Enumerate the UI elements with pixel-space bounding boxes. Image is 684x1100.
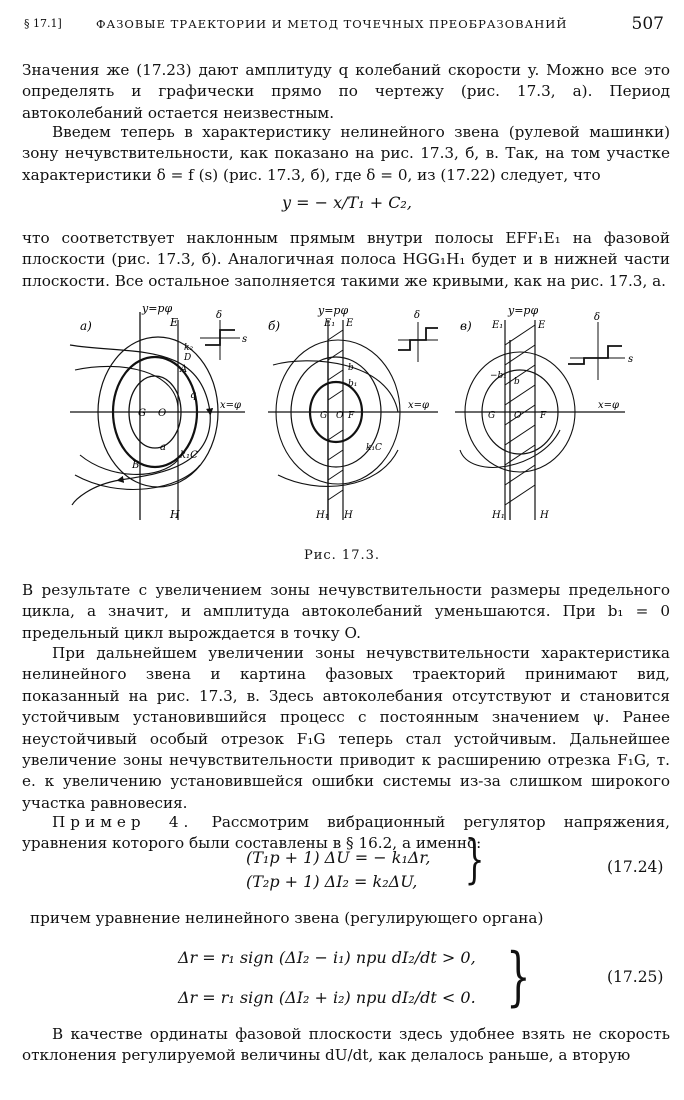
svg-text:s: s: [628, 354, 634, 365]
section-ref: § 17.1]: [24, 17, 62, 30]
chapter-title: ФАЗОВЫЕ ТРАЕКТОРИИ И МЕТОД ТОЧЕЧНЫХ ПРЕОБРАЗОВАНИЙ: [96, 17, 568, 31]
panel-c: [455, 304, 633, 521]
svg-text:B: B: [132, 460, 140, 471]
svg-text:δ: δ: [594, 312, 601, 323]
svg-text:E₁: E₁: [492, 320, 504, 331]
paragraph-7: причем уравнение нелинейного звена (регулирующего органа): [30, 909, 544, 927]
svg-text:G: G: [138, 408, 146, 419]
svg-text:b: b: [348, 363, 354, 373]
panel-a-label: а): [80, 319, 92, 333]
paragraph-5: При дальнейшем увеличении зоны нечувствительности характеристика нелинейного звена и картина фазовых траекторий принимают вид, показанный на рис. 17.3, в. Здесь автоколебания отсутствуют и становится устойчивым установившийся процесс с постоянным значением ψ. Ранее неустойчивый особый отрезок F₁G теперь стал устойчивым. Дальнейшее увеличение зоны нечувствительности приводит к расширению отрезка F₁G, т. е. к увеличению установившейся ошибки системы из-за слишком широкого участка равновесия.: [22, 644, 670, 812]
svg-text:A: A: [180, 364, 188, 375]
svg-text:y=pφ: y=pφ: [508, 304, 539, 317]
svg-text:δ: δ: [216, 310, 223, 321]
equation-number-17-25: (17.25): [607, 968, 664, 986]
svg-text:x=φ: x=φ: [408, 400, 430, 411]
svg-text:E: E: [170, 316, 179, 329]
running-header: [24, 14, 664, 36]
equation-number-17-24: (17.24): [607, 858, 664, 876]
example-label: Пример 4.: [52, 813, 194, 831]
panel-c-label: в): [460, 319, 472, 333]
svg-text:b: b: [514, 377, 520, 387]
svg-text:δ: δ: [414, 310, 421, 321]
svg-text:y=pφ: y=pφ: [318, 304, 349, 317]
svg-text:H₁: H₁: [316, 510, 329, 521]
svg-text:E: E: [538, 320, 546, 331]
paragraph-3: что соответствует наклонным прямым внутри полосы EFF₁E₁ на фазовой плоскости (рис. 17.3, б). Аналогичная полоса HGG₁H₁ будет и в нижней части плоскости. Все остальное заполняется такими же кривыми, как на рис. 17.3, а.: [22, 229, 670, 290]
svg-text:−b₁: −b₁: [490, 371, 507, 381]
paragraph-1: Значения же (17.23) дают амплитуду q колебаний скорости y. Можно все это определять и графически прямо по чертежу (рис. 17.3, а). Период автоколебаний остается неизвестным.: [22, 61, 670, 122]
svg-text:E₁: E₁: [324, 318, 336, 329]
svg-text:k₂: k₂: [184, 343, 194, 353]
svg-text:H: H: [540, 510, 549, 521]
equation-17-24-a: (T₁p + 1) ΔU = − k₁Δr,: [246, 848, 431, 867]
paragraph-4: В результате с увеличением зоны нечувствительности размеры предельного цикла, а значит, и амплитуда автоколебаний уменьшаются. При b₁ = 0 предельный цикл вырождается в точку O.: [22, 581, 670, 642]
svg-text:H: H: [344, 510, 353, 521]
svg-text:s: s: [242, 334, 248, 345]
equation-17-24-b: (T₂p + 1) ΔI₂ = k₂ΔU,: [246, 872, 418, 891]
brace-17-24: }: [464, 830, 485, 890]
svg-text:O: O: [336, 411, 344, 421]
brace-17-25: }: [506, 940, 531, 1014]
svg-text:F: F: [348, 411, 355, 421]
panel-b: [268, 304, 438, 521]
svg-text:G: G: [488, 411, 496, 421]
paragraph-8: В качестве ординаты фазовой плоскости здесь удобнее взять не скорость отклонения регулируемой величины dU/dt, как делалось раньше, а вторую: [22, 1025, 670, 1065]
panel-a-x-axis: x=φ: [220, 400, 242, 411]
equation-17-25-b: Δr = r₁ sign (ΔI₂ + i₂) при dI₂/dt < 0.: [178, 988, 476, 1007]
svg-text:D: D: [184, 353, 192, 363]
svg-text:F: F: [540, 411, 547, 421]
svg-text:G: G: [320, 411, 328, 421]
panel-a: [70, 302, 247, 521]
svg-text:O: O: [158, 408, 167, 419]
equation-y: y = − x/T₁ + C₂,: [282, 193, 412, 212]
page-number: 507: [631, 14, 664, 34]
svg-text:b₁: b₁: [348, 379, 358, 389]
svg-text:H₁: H₁: [492, 510, 505, 521]
panel-b-label: б): [268, 319, 281, 333]
svg-text:q: q: [190, 390, 197, 401]
figure-caption: Рис. 17.3.: [303, 548, 381, 563]
svg-text:H: H: [170, 508, 180, 521]
figure-17-3: [60, 300, 650, 540]
svg-text:k₁C: k₁C: [366, 443, 382, 453]
panel-a-y-axis: y=pφ: [142, 302, 173, 315]
svg-text:O: O: [514, 411, 522, 421]
example-text: Рассмотрим вибрационный регулятор напряжения, уравнения которого были составлены в § 16.2, а именно:: [22, 813, 671, 853]
svg-text:E: E: [346, 318, 354, 329]
svg-text:k₁C: k₁C: [180, 450, 198, 461]
paragraph-2: Введем теперь в характеристику нелинейного звена (рулевой машинки) зону нечувствительности, как показано на рис. 17.3, б, в. Так, на том участке характеристики δ = f (s) (рис. 17.3, б), где δ = 0, из (17.22) следует, что: [22, 123, 670, 184]
svg-text:a: a: [160, 442, 166, 453]
svg-text:x=φ: x=φ: [598, 400, 620, 411]
equation-17-25-a: Δr = r₁ sign (ΔI₂ − i₁) при dI₂/dt > 0,: [178, 948, 476, 967]
